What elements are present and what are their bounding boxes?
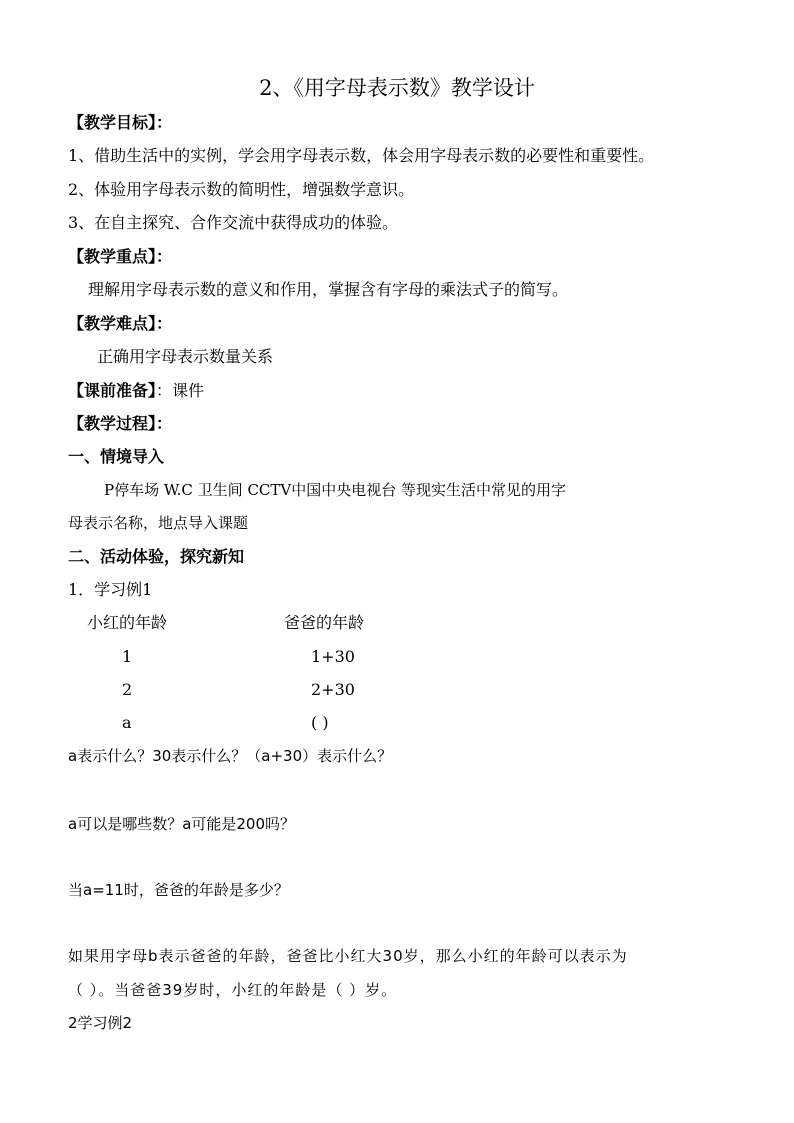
table-cell: 2 [122,680,133,699]
objective-item-2: 2、体验用字母表示数的简明性，增强数学意识。 [68,180,415,199]
key-point-heading: 【教学重点】： [68,247,173,266]
part1-text-line2: 母表示名称，地点导入课题 [68,514,249,532]
table-header-father-age: 爸爸的年龄 [284,613,365,632]
document-title: 2、《用字母表示数》教学设计 [259,76,535,100]
table-cell: 1 [122,647,133,666]
objective-item-1: 1、借助生活中的实例，学会用字母表示数，体会用字母表示数的必要性和重要性。 [68,146,655,165]
difficulty-text: 正确用字母表示数量关系 [97,347,274,366]
question-4-line1: 如果用字母b表示爸爸的年龄，爸爸比小红大30岁，那么小红的年龄可以表示为 [68,947,628,965]
example2-heading: 2学习例2 [68,1014,133,1032]
preparation-text: ：课件 [156,381,205,400]
table-cell: 1+30 [311,647,355,666]
example1-heading: 1．学习例1 [68,580,153,599]
table-cell: ( ) [311,713,329,732]
table-cell: 2+30 [311,680,355,699]
part2-heading: 二、活动体验，探究新知 [68,547,245,566]
part1-heading: 一、情境导入 [68,447,165,466]
part1-text-line1: P停车场 W.C 卫生间 CCTV中国中央电视台 等现实生活中常见的用字 [104,481,566,499]
table-header-xiaohong-age: 小红的年龄 [87,613,168,632]
process-heading: 【教学过程】： [68,414,173,433]
question-4-line2: （ ）。当爸爸39岁时，小红的年龄是（ ）岁。 [68,981,398,999]
objectives-heading: 【教学目标】： [68,113,173,132]
table-cell: a [122,713,132,732]
difficulty-heading: 【教学难点】： [68,314,173,333]
question-1: a表示什么？30表示什么？（a+30）表示什么？ [68,747,393,765]
objective-item-3: 3、在自主探究、合作交流中获得成功的体验。 [68,213,399,232]
question-2: a可以是哪些数？a可能是200吗？ [68,815,296,833]
preparation-line [68,380,204,402]
preparation-heading: 【课前准备】 [68,381,157,400]
key-point-text: 理解用字母表示数的意义和作用，掌握含有字母的乘法式子的简写。 [88,280,569,299]
question-3: 当a=11时，爸爸的年龄是多少？ [68,881,289,899]
